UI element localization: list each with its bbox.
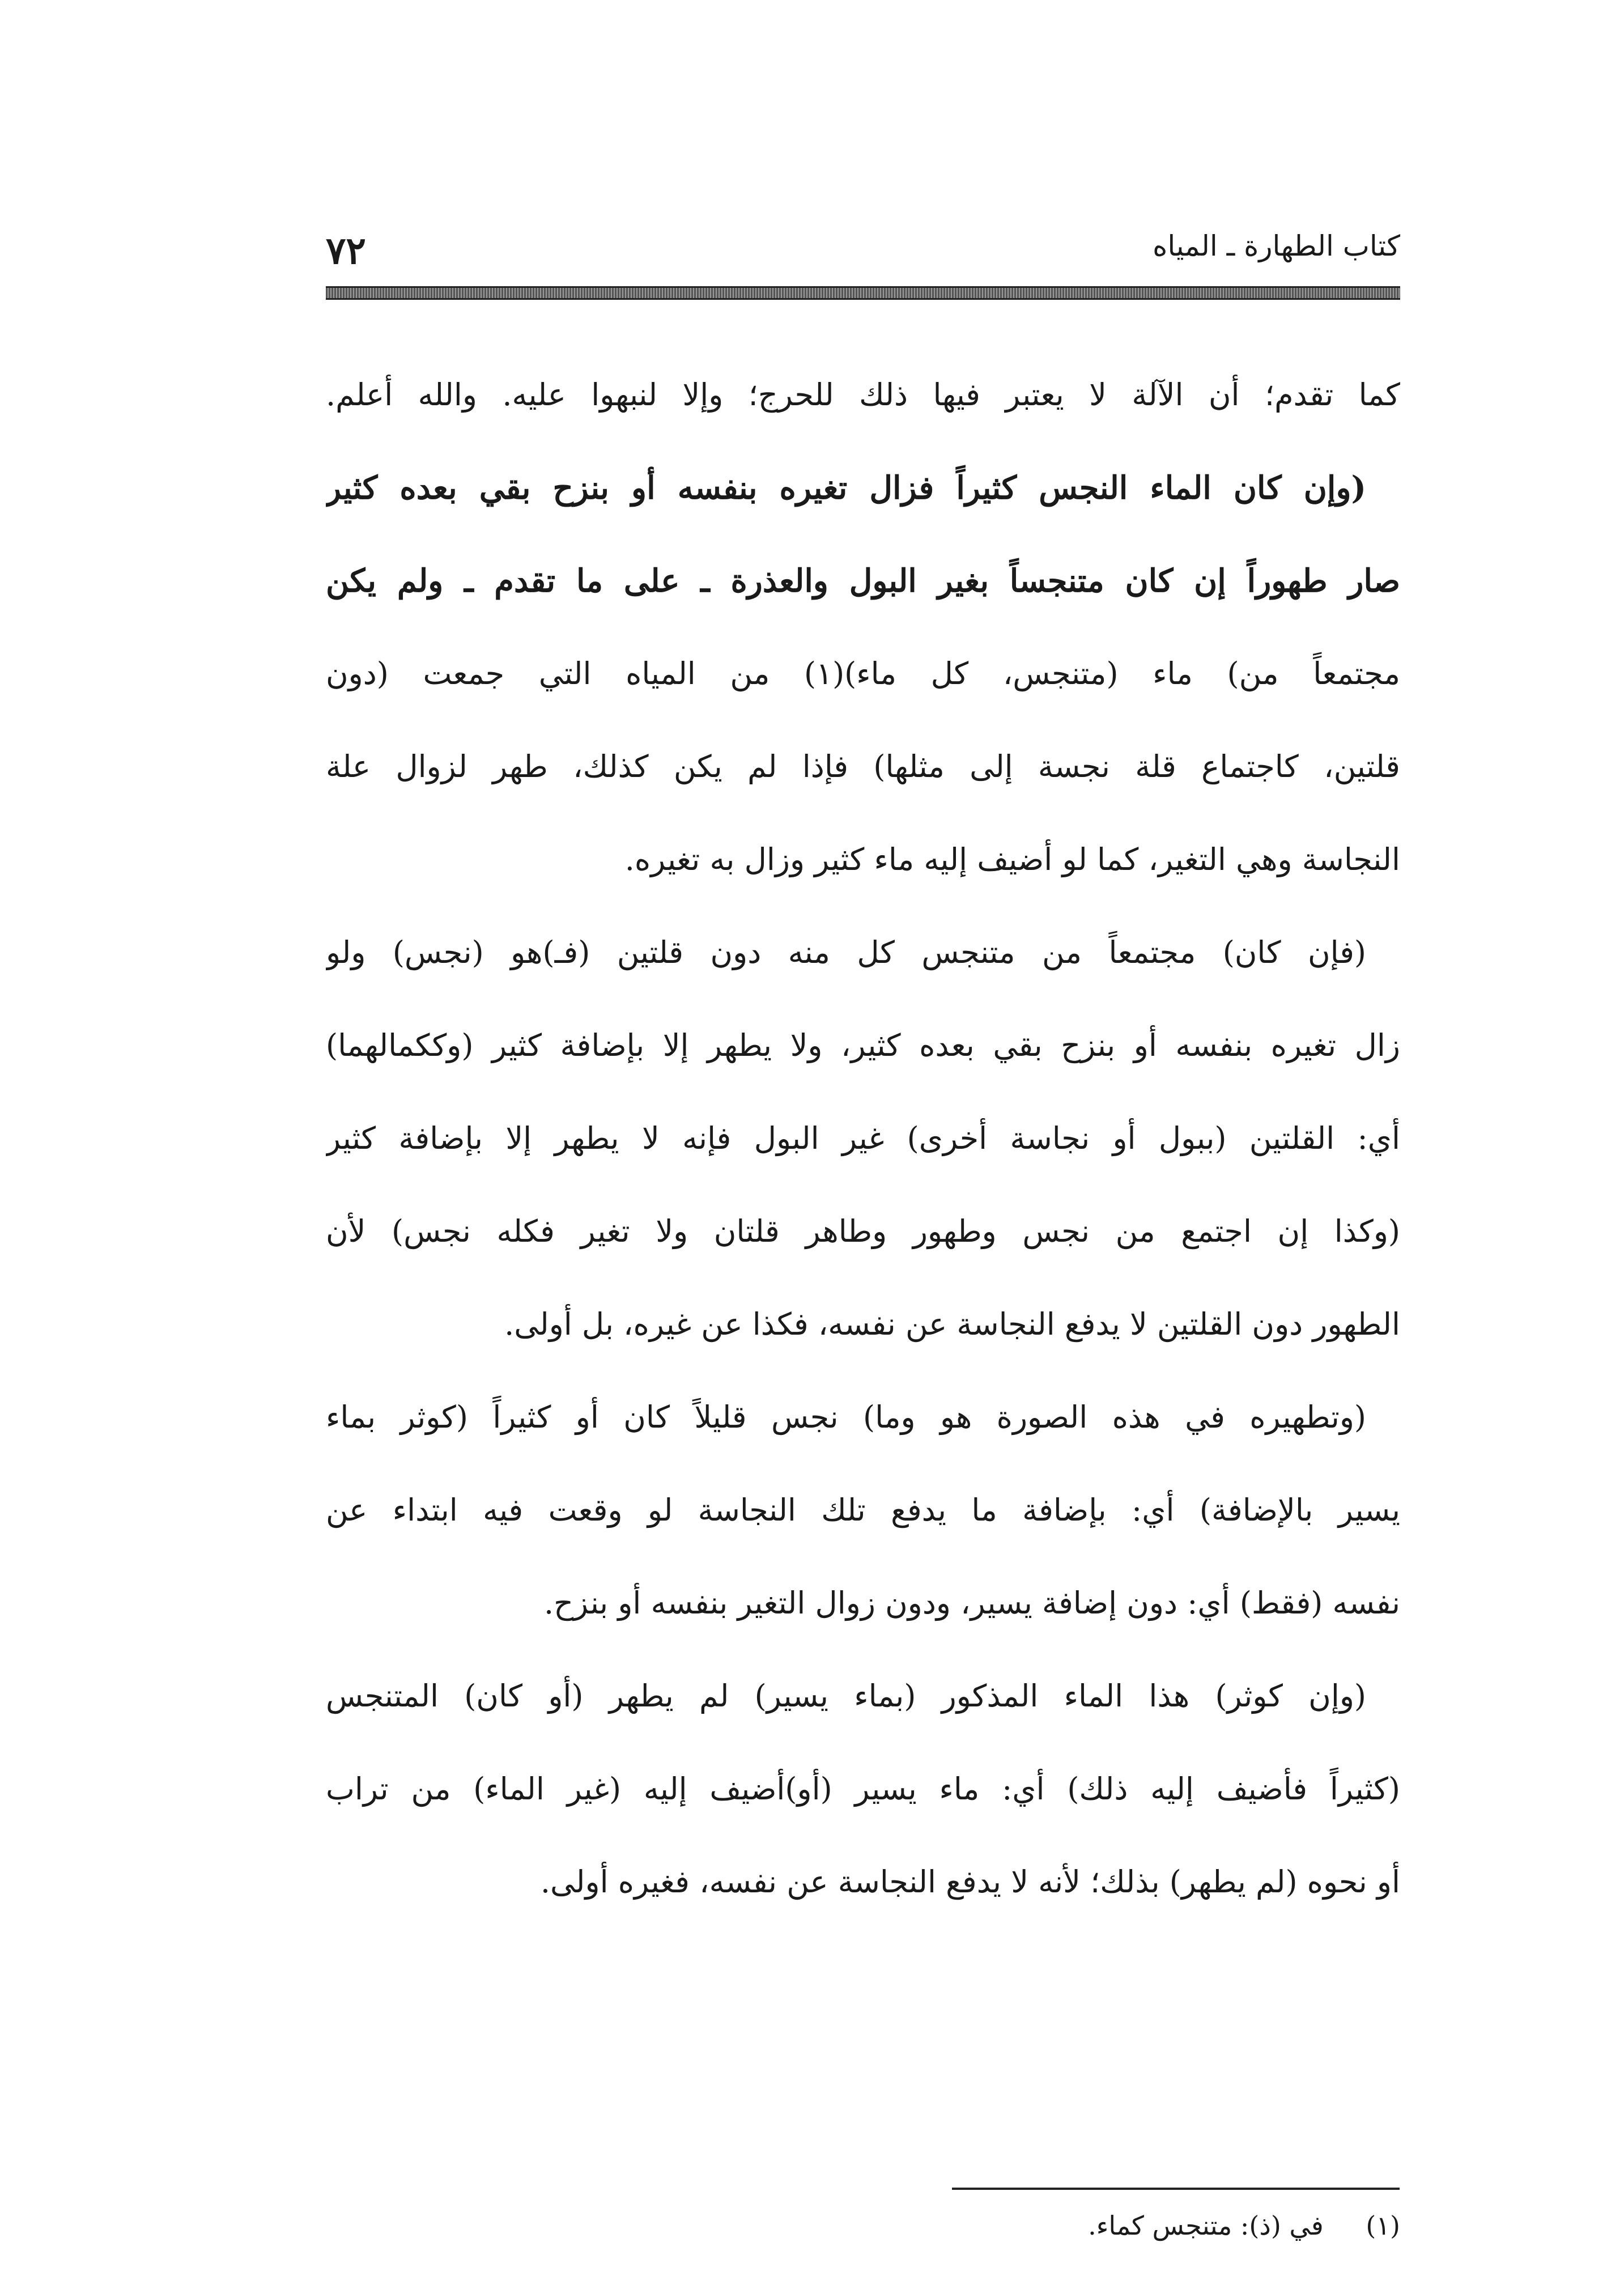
page-header — [326, 224, 1400, 286]
body-text — [326, 349, 1400, 1929]
text-line-15: (وإن كوثر) هذا الماء المذكور (بماء يسير) لم يطهر (أو كان) المتنجس — [326, 1678, 1366, 1714]
text-line-4: مجتمعاً من) ماء (متنجس، كل ماء)(١) من المياه التي جمعت (دون — [326, 656, 1400, 691]
header-rule — [326, 286, 1400, 300]
footnote-text: في (ذ): متنجس كماء. — [1088, 2210, 1324, 2241]
text-line-1: كما تقدم؛ أن الآلة لا يعتبر فيها ذلك للحرج؛ وإلا لنبهوا عليه. والله أعلم. — [326, 377, 1400, 413]
page-number: ٧٢ — [326, 228, 366, 273]
footnote-marker: (١) — [1366, 2210, 1400, 2241]
text-line-17: أو نحوه (لم يطهر) بذلك؛ لأنه لا يدفع النجاسة عن نفسه، فغيره أولى. — [540, 1864, 1400, 1900]
text-line-13: يسير بالإضافة) أي: بإضافة ما يدفع تلك النجاسة لو وقعت فيه ابتداء عن — [326, 1492, 1400, 1528]
text-line-14: نفسه (فقط) أي: دون إضافة يسير، ودون زوال التغير بنفسه أو بنزح. — [544, 1585, 1400, 1621]
text-line-9: أي: القلتين (ببول أو نجاسة أخرى) غير البول فإنه لا يطهر إلا بإضافة كثير — [326, 1120, 1400, 1156]
text-line-16: (كثيراً فأضيف إليه ذلك) أي: ماء يسير (أو)أضيف إليه (غير الماء) من تراب — [326, 1771, 1400, 1807]
text-line-2: (وإن كان الماء النجس كثيراً فزال تغيره بنفسه أو بنزح بقي بعده كثير — [326, 469, 1366, 507]
text-line-7: (فإن كان) مجتمعاً من متنجس كل منه دون قلتين (فـ)هو (نجس) ولو — [326, 935, 1366, 970]
text-line-11: الطهور دون القلتين لا يدفع النجاسة عن نفسه، فكذا عن غيره، بل أولى. — [504, 1306, 1400, 1342]
running-title: كتاب الطهارة ـ المياه — [1153, 230, 1400, 262]
text-line-10: (وكذا إن اجتمع من نجس وطهور وطاهر قلتان ولا تغير فكله نجس) لأن — [326, 1213, 1400, 1249]
footnote-rule — [952, 2188, 1400, 2190]
text-line-6: النجاسة وهي التغير، كما لو أضيف إليه ماء كثير وزال به تغيره. — [624, 842, 1400, 877]
text-line-5: قلتين، كاجتماع قلة نجسة إلى مثلها) فإذا لم يكن كذلك، طهر لزوال علة — [326, 749, 1400, 784]
text-line-12: (وتطهيره في هذه الصورة هو وما) نجس قليلاً كان أو كثيراً (كوثر بماء — [326, 1399, 1366, 1435]
text-line-8: زال تغيره بنفسه أو بنزح بقي بعده كثير، ولا يطهر إلا بإضافة كثير (وككمالهما) — [326, 1027, 1400, 1063]
footnote — [1088, 2210, 1400, 2241]
text-line-3: صار طهوراً إن كان متنجساً بغير البول والعذرة ـ على ما تقدم ـ ولم يكن — [326, 562, 1400, 600]
